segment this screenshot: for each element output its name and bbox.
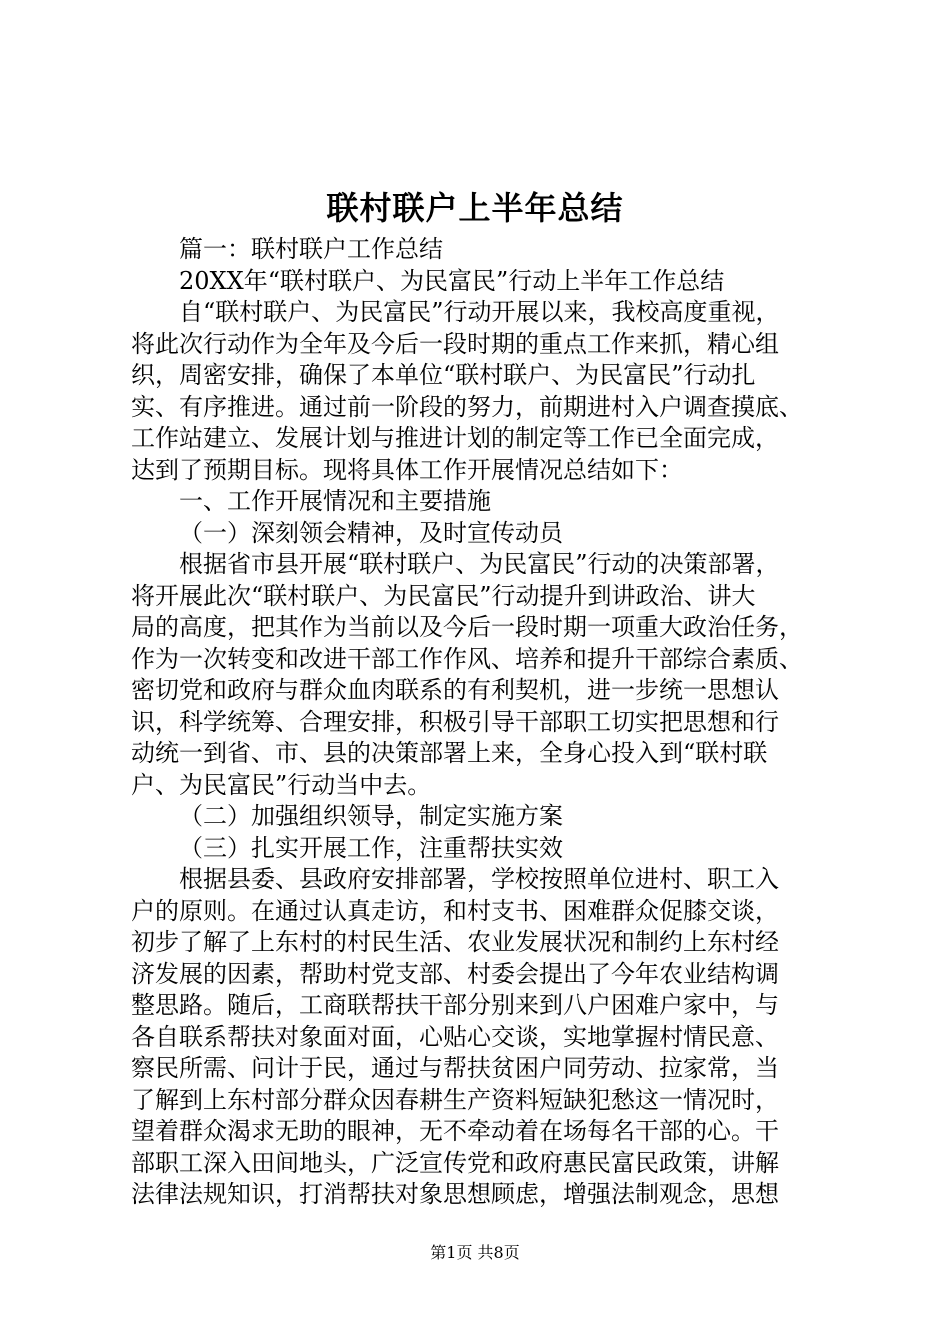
paragraph-line: 将开展此次“联村联户、为民富民”行动提升到讲政治、讲大 [131, 581, 756, 610]
subtitle-line: 20XX年“联村联户、为民富民”行动上半年工作总结 [179, 266, 725, 295]
subsection-heading: （三）扎实开展工作，注重帮扶实效 [179, 833, 563, 862]
paragraph-line: 作为一次转变和改进干部工作作风、培养和提升干部综合素质、 [131, 644, 803, 673]
subsection-heading: （一）深刻领会精神，及时宣传动员 [179, 518, 563, 547]
paragraph-line: 根据省市县开展“联村联户、为民富民”行动的决策部署， [179, 550, 780, 578]
paragraph-line: 织，周密安排，确保了本单位“联村联户、为民富民”行动扎 [131, 361, 756, 389]
paragraph-line: 将此次行动作为全年及今后一段时期的重点工作来抓，精心组 [131, 329, 779, 358]
paragraph-line: 密切党和政府与群众血肉联系的有利契机，进一步统一思想认 [131, 676, 779, 704]
paragraph-line: 工作站建立、发展计划与推进计划的制定等工作已全面完成， [131, 424, 779, 452]
paragraph-line: 部职工深入田间地头，广泛宣传党和政府惠民富民政策，讲解 [131, 1148, 779, 1177]
paragraph-line: 达到了预期目标。现将具体工作开展情况总结如下： [131, 455, 683, 484]
subsection-heading: （二）加强组织领导，制定实施方案 [179, 802, 563, 830]
paragraph-line: 整思路。随后，工商联帮扶干部分别来到八户困难户家中，与 [131, 991, 779, 1019]
paragraph-line: 法律法规知识，打消帮扶对象思想顾虑，增强法制观念，思想 [131, 1180, 779, 1208]
paragraph-line: 初步了解了上东村的村民生活、农业发展状况和制约上东村经 [131, 928, 779, 956]
paragraph-line: 察民所需、问计于民，通过与帮扶贫困户同劳动、拉家常，当 [131, 1054, 779, 1082]
paragraph-line: 济发展的因素，帮助村党支部、村委会提出了今年农业结构调 [131, 959, 779, 988]
section-heading: 篇一：联村联户工作总结 [179, 235, 443, 263]
paragraph-line: 户的原则。在通过认真走访，和村支书、困难群众促膝交谈， [131, 896, 779, 925]
paragraph-line: 了解到上东村部分群众因春耕生产资料短缺犯愁这一情况时， [131, 1085, 779, 1114]
paragraph-line: 户、为民富民”行动当中去。 [131, 770, 432, 799]
paragraph-line: 根据县委、县政府安排部署，学校按照单位进村、职工入 [179, 865, 779, 893]
page-number-footer: 第1页 共8页 [430, 1243, 520, 1262]
document-title: 联村联户上半年总结 [326, 189, 624, 227]
section-heading: 一、工作开展情况和主要措施 [179, 487, 491, 515]
paragraph-line: 实、有序推进。通过前一阶段的努力，前期进村入户调查摸底、 [131, 392, 803, 421]
paragraph-line: 局的高度，把其作为当前以及今后一段时期一项重大政治任务， [131, 613, 803, 641]
paragraph-line: 自“联村联户、为民富民”行动开展以来，我校高度重视， [179, 298, 780, 326]
paragraph-line: 动统一到省、市、县的决策部署上来，全身心投入到“联村联 [131, 739, 768, 767]
paragraph-line: 识，科学统筹、合理安排，积极引导干部职工切实把思想和行 [131, 707, 779, 736]
document-body [131, 234, 831, 1211]
paragraph-line: 望着群众渴求无助的眼神，无不牵动着在场每名干部的心。干 [131, 1117, 779, 1145]
paragraph-line: 各自联系帮扶对象面对面，心贴心交谈，实地掌握村情民意、 [131, 1022, 779, 1051]
